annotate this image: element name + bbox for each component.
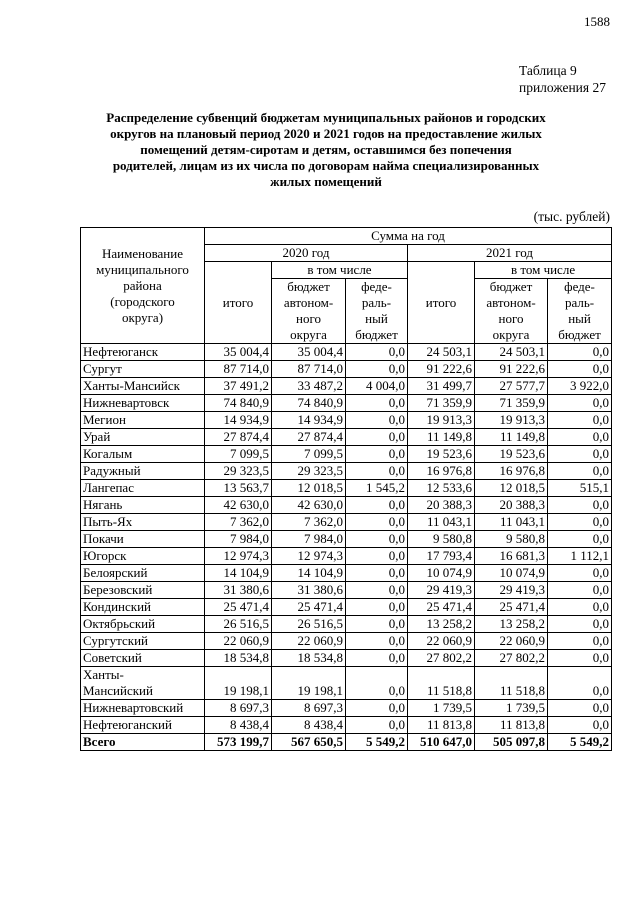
district-budget-2021-cell: 16 681,3	[475, 548, 548, 565]
header-text-line: района	[123, 277, 162, 293]
header-text-line: автоном-	[486, 295, 536, 310]
total-2021-cell: 11 813,8	[408, 717, 475, 734]
district-budget-2021-cell: 12 018,5	[475, 480, 548, 497]
table-row	[81, 616, 612, 633]
district-budget-2021-cell: 20 388,3	[475, 497, 548, 514]
header-text-line: (городского	[110, 293, 175, 309]
table-row	[81, 344, 612, 361]
municipality-name-cell: Нижневартовский	[81, 700, 205, 717]
municipality-name-cell: Кондинский	[81, 599, 205, 616]
federal-budget-2021-cell: 1 112,1	[548, 548, 612, 565]
total-row	[81, 734, 612, 751]
district-budget-2020-cell: 87 714,0	[272, 361, 346, 378]
table-row	[81, 582, 612, 599]
table-row	[81, 412, 612, 429]
federal-budget-2020-cell: 0,0	[346, 344, 408, 361]
total-2020-cell: 25 471,4	[205, 599, 272, 616]
municipality-name-cell: Лангепас	[81, 480, 205, 497]
federal-budget-2020-cell: 1 545,2	[346, 480, 408, 497]
header-text-line: раль-	[564, 295, 595, 310]
total-2020-cell: 7 984,0	[205, 531, 272, 548]
district-budget-2021-cell: 505 097,8	[475, 734, 548, 751]
district-budget-2020-cell: 22 060,9	[272, 633, 346, 650]
federal-budget-2020-cell: 0,0	[346, 463, 408, 480]
table-row	[81, 361, 612, 378]
table-header	[81, 228, 612, 344]
federal-budget-2020-cell: 0,0	[346, 700, 408, 717]
municipality-name-cell: Советский	[81, 650, 205, 667]
district-budget-2020-cell: 29 323,5	[272, 463, 346, 480]
total-2021-cell: 17 793,4	[408, 548, 475, 565]
federal-budget-2021-cell: 0,0	[548, 497, 612, 514]
district-budget-2021-cell: 16 976,8	[475, 463, 548, 480]
municipality-name-cell: Пыть-Ях	[81, 514, 205, 531]
district-budget-2021-cell: 19 523,6	[475, 446, 548, 463]
document-title	[96, 110, 556, 190]
header-text-line: феде-	[361, 279, 392, 294]
federal-budget-2020-cell: 4 004,0	[346, 378, 408, 395]
total-2021-cell: 11 149,8	[408, 429, 475, 446]
federal-budget-2021-cell: 0,0	[548, 429, 612, 446]
federal-budget-2020-cell: 0,0	[346, 531, 408, 548]
district-budget-2020-cell: 567 650,5	[272, 734, 346, 751]
table-row	[81, 717, 612, 734]
total-2020-cell: 27 874,4	[205, 429, 272, 446]
total-2021-cell: 11 043,1	[408, 514, 475, 531]
federal-budget-2021-cell: 0,0	[548, 395, 612, 412]
municipality-name-cell: Белоярский	[81, 565, 205, 582]
federal-budget-2020-cell: 0,0	[346, 633, 408, 650]
district-budget-2020-cell: 42 630,0	[272, 497, 346, 514]
federal-budget-2020-cell: 0,0	[346, 565, 408, 582]
total-2020-cell: 35 004,4	[205, 344, 272, 361]
district-budget-2021-cell: 24 503,1	[475, 344, 548, 361]
district-budget-2020-cell: 8 438,4	[272, 717, 346, 734]
district-budget-2020-cell: 7 099,5	[272, 446, 346, 463]
federal-budget-2020-cell: 0,0	[346, 361, 408, 378]
federal-budget-2021-cell: 0,0	[548, 582, 612, 599]
municipality-name-cell: Когалым	[81, 446, 205, 463]
total-2021-cell: 27 802,2	[408, 650, 475, 667]
header-text-line: бюджет	[489, 279, 533, 294]
federal-budget-2021-cell: 0,0	[548, 531, 612, 548]
table-row	[81, 700, 612, 717]
district-budget-2020-cell: 74 840,9	[272, 395, 346, 412]
total-2021-cell: 22 060,9	[408, 633, 475, 650]
table-row	[81, 633, 612, 650]
total-2021-cell: 1 739,5	[408, 700, 475, 717]
total-2021-cell: 510 647,0	[408, 734, 475, 751]
total-2021-cell: 13 258,2	[408, 616, 475, 633]
federal-budget-2020-cell: 0,0	[346, 650, 408, 667]
district-budget-2021-cell: 11 813,8	[475, 717, 548, 734]
federal-budget-2021-cell: 0,0	[548, 361, 612, 378]
district-budget-2020-cell: 14 934,9	[272, 412, 346, 429]
table-row	[81, 514, 612, 531]
federal-budget-2021-cell: 515,1	[548, 480, 612, 497]
table-row	[81, 667, 612, 700]
total-2020-cell: 7 362,0	[205, 514, 272, 531]
municipality-name-cell: Сургутский	[81, 633, 205, 650]
federal-budget-2021-cell: 0,0	[548, 514, 612, 531]
total-2021-cell: 25 471,4	[408, 599, 475, 616]
total-2021-cell: 11 518,8	[408, 667, 475, 700]
table-row	[81, 599, 612, 616]
district-budget-2021-cell: 71 359,9	[475, 395, 548, 412]
table-body	[81, 344, 612, 751]
total-2020-cell: 29 323,5	[205, 463, 272, 480]
district-budget-2020-cell: 12 974,3	[272, 548, 346, 565]
federal-budget-2021-cell: 0,0	[548, 700, 612, 717]
header-text-line: округа	[492, 327, 530, 342]
total-2020-cell: 8 697,3	[205, 700, 272, 717]
table-row	[81, 395, 612, 412]
district-budget-2021-cell: 91 222,6	[475, 361, 548, 378]
year-2021-header: 2021 год	[408, 245, 612, 262]
total-2020-cell: 13 563,7	[205, 480, 272, 497]
total-2020-cell: 37 491,2	[205, 378, 272, 395]
total-2020-cell: 8 438,4	[205, 717, 272, 734]
district-budget-2021-cell: 22 060,9	[475, 633, 548, 650]
municipality-name-cell: Ханты-Мансийск	[81, 378, 205, 395]
federal-budget-2021-cell: 0,0	[548, 565, 612, 582]
municipality-name-cell: Сургут	[81, 361, 205, 378]
table-row	[81, 497, 612, 514]
district-budget-2020-cell: 26 516,5	[272, 616, 346, 633]
district-budget-2021-cell: 25 471,4	[475, 599, 548, 616]
header-text-line: округа	[290, 327, 327, 342]
federal-budget-2020-cell: 0,0	[346, 497, 408, 514]
district-budget-2020-cell: 19 198,1	[272, 667, 346, 700]
table-row	[81, 531, 612, 548]
total-2020-cell: 22 060,9	[205, 633, 272, 650]
total-2021-cell: 20 388,3	[408, 497, 475, 514]
district-budget-2021-cell: 10 074,9	[475, 565, 548, 582]
district-budget-2020-cell: 14 104,9	[272, 565, 346, 582]
federal-budget-2020-cell: 0,0	[346, 514, 408, 531]
federal-budget-2020-cell: 0,0	[346, 446, 408, 463]
federal-budget-2020-cell: 0,0	[346, 395, 408, 412]
federal-budget-2021-cell: 0,0	[548, 616, 612, 633]
total-2021-cell: 16 976,8	[408, 463, 475, 480]
table-ref-line: приложения 27	[518, 80, 606, 95]
municipality-name-cell: Югорск	[81, 548, 205, 565]
federal-budget-2021-cell: 0,0	[548, 667, 612, 700]
total-2021-cell: 71 359,9	[408, 395, 475, 412]
header-text-line: автоном-	[283, 295, 334, 310]
federal-budget-2021-cell: 3 922,0	[548, 378, 612, 395]
header-text-line: ный	[365, 311, 388, 326]
municipality-name-cell: Урай	[81, 429, 205, 446]
total-2020-cell: 12 974,3	[205, 548, 272, 565]
federal-budget-2021-header	[548, 279, 612, 344]
district-budget-2021-cell: 29 419,3	[475, 582, 548, 599]
federal-budget-2020-cell: 0,0	[346, 616, 408, 633]
federal-budget-2020-cell: 0,0	[346, 412, 408, 429]
district-budget-2021-header	[475, 279, 548, 344]
federal-budget-2021-cell: 0,0	[548, 463, 612, 480]
district-budget-2021-cell: 11 518,8	[475, 667, 548, 700]
district-budget-2020-cell: 12 018,5	[272, 480, 346, 497]
federal-budget-2021-cell: 0,0	[548, 446, 612, 463]
municipality-name-cell: Нижневартовск	[81, 395, 205, 412]
municipality-name-cell: Мегион	[81, 412, 205, 429]
header-text-line: феде-	[564, 279, 595, 294]
header-text-line: Наименование	[102, 245, 183, 261]
including-2021-header: в том числе	[475, 262, 612, 279]
total-2021-cell: 12 533,6	[408, 480, 475, 497]
municipality-name-cell: Березовский	[81, 582, 205, 599]
table-row	[81, 548, 612, 565]
total-2020-cell: 19 198,1	[205, 667, 272, 700]
table-reference	[519, 62, 606, 96]
total-2021-cell: 31 499,7	[408, 378, 475, 395]
total-2020-cell: 42 630,0	[205, 497, 272, 514]
total-2020-cell: 14 104,9	[205, 565, 272, 582]
district-budget-2020-cell: 27 874,4	[272, 429, 346, 446]
header-text-line: раль-	[361, 295, 392, 310]
district-budget-2020-cell: 7 362,0	[272, 514, 346, 531]
district-budget-2020-cell: 18 534,8	[272, 650, 346, 667]
table-row	[81, 378, 612, 395]
table-row	[81, 565, 612, 582]
federal-budget-2020-cell: 5 549,2	[346, 734, 408, 751]
district-budget-2021-cell: 1 739,5	[475, 700, 548, 717]
total-2020-header: итого	[205, 262, 272, 344]
district-budget-2020-cell: 8 697,3	[272, 700, 346, 717]
federal-budget-2021-cell: 0,0	[548, 344, 612, 361]
municipality-name-cell: Нефтеюганск	[81, 344, 205, 361]
municipality-name-cell: Нягань	[81, 497, 205, 514]
total-2021-cell: 91 222,6	[408, 361, 475, 378]
header-text-line: округа)	[121, 309, 164, 325]
total-2021-cell: 10 074,9	[408, 565, 475, 582]
municipality-name-cell: Всего	[81, 734, 205, 751]
total-2021-cell: 29 419,3	[408, 582, 475, 599]
federal-budget-2021-cell: 0,0	[548, 717, 612, 734]
municipality-name-cell: Октябрьский	[81, 616, 205, 633]
table-ref-line: Таблица 9	[518, 63, 577, 78]
total-2020-cell: 74 840,9	[205, 395, 272, 412]
district-budget-2020-cell: 33 487,2	[272, 378, 346, 395]
federal-budget-2021-cell: 0,0	[548, 633, 612, 650]
header-text-line: бюджет	[558, 327, 601, 342]
district-budget-2020-cell: 25 471,4	[272, 599, 346, 616]
federal-budget-2020-cell: 0,0	[346, 429, 408, 446]
federal-budget-2021-cell: 5 549,2	[548, 734, 612, 751]
federal-budget-2021-cell: 0,0	[548, 412, 612, 429]
title-line: помещений детям-сиротам и детям, оставшимся без попечения	[140, 142, 512, 157]
table-row	[81, 429, 612, 446]
federal-budget-2020-cell: 0,0	[346, 667, 408, 700]
district-budget-2020-cell: 35 004,4	[272, 344, 346, 361]
municipality-name-cell: Радужный	[81, 463, 205, 480]
district-budget-2021-cell: 13 258,2	[475, 616, 548, 633]
district-budget-2021-cell: 27 577,7	[475, 378, 548, 395]
municipality-name-cell: Нефтеюганский	[81, 717, 205, 734]
district-budget-2021-cell: 9 580,8	[475, 531, 548, 548]
federal-budget-2021-cell: 0,0	[548, 599, 612, 616]
district-budget-2021-cell: 19 913,3	[475, 412, 548, 429]
district-budget-2020-cell: 7 984,0	[272, 531, 346, 548]
sum-per-year-header: Сумма на год	[205, 228, 612, 245]
header-text-line: ный	[568, 311, 591, 326]
total-2021-cell: 9 580,8	[408, 531, 475, 548]
total-2020-cell: 18 534,8	[205, 650, 272, 667]
district-budget-2020-header	[272, 279, 346, 344]
year-2020-header: 2020 год	[205, 245, 408, 262]
total-2021-cell: 19 523,6	[408, 446, 475, 463]
table-row	[81, 446, 612, 463]
total-2020-cell: 31 380,6	[205, 582, 272, 599]
federal-budget-2021-cell: 0,0	[548, 650, 612, 667]
district-budget-2021-cell: 11 149,8	[475, 429, 548, 446]
title-line: родителей, лицам из их числа по договорам найма специализированных	[112, 158, 540, 173]
title-line: жилых помещений	[270, 174, 382, 189]
total-2020-cell: 573 199,7	[205, 734, 272, 751]
including-2020-header: в том числе	[272, 262, 408, 279]
total-2020-cell: 87 714,0	[205, 361, 272, 378]
header-text-line: бюджет	[355, 327, 398, 342]
total-2020-cell: 14 934,9	[205, 412, 272, 429]
subventions-table	[80, 227, 612, 751]
federal-budget-2020-header	[346, 279, 408, 344]
header-text-line: бюджет	[287, 279, 330, 294]
header-text-line: муниципального	[96, 261, 189, 277]
title-line: округов на плановый период 2020 и 2021 годов на предоставление жилых	[110, 126, 542, 141]
total-2021-cell: 24 503,1	[408, 344, 475, 361]
header-text-line: ного	[498, 311, 524, 326]
table-row	[81, 463, 612, 480]
table-row	[81, 480, 612, 497]
page-number: 1588	[584, 14, 610, 29]
unit-note: (тыс. рублей)	[533, 209, 610, 224]
total-2020-cell: 7 099,5	[205, 446, 272, 463]
header-text-line: ного	[296, 311, 321, 326]
total-2021-header: итого	[408, 262, 475, 344]
total-2020-cell: 26 516,5	[205, 616, 272, 633]
table-row	[81, 650, 612, 667]
total-2021-cell: 19 913,3	[408, 412, 475, 429]
municipality-name-cell: Ханты- Мансийский	[81, 667, 205, 700]
district-budget-2021-cell: 27 802,2	[475, 650, 548, 667]
district-budget-2021-cell: 11 043,1	[475, 514, 548, 531]
federal-budget-2020-cell: 0,0	[346, 548, 408, 565]
district-budget-2020-cell: 31 380,6	[272, 582, 346, 599]
federal-budget-2020-cell: 0,0	[346, 599, 408, 616]
title-line: Распределение субвенций бюджетам муниципальных районов и городских	[106, 110, 546, 125]
municipality-column-header	[81, 228, 205, 344]
federal-budget-2020-cell: 0,0	[346, 582, 408, 599]
municipality-name-cell: Покачи	[81, 531, 205, 548]
federal-budget-2020-cell: 0,0	[346, 717, 408, 734]
